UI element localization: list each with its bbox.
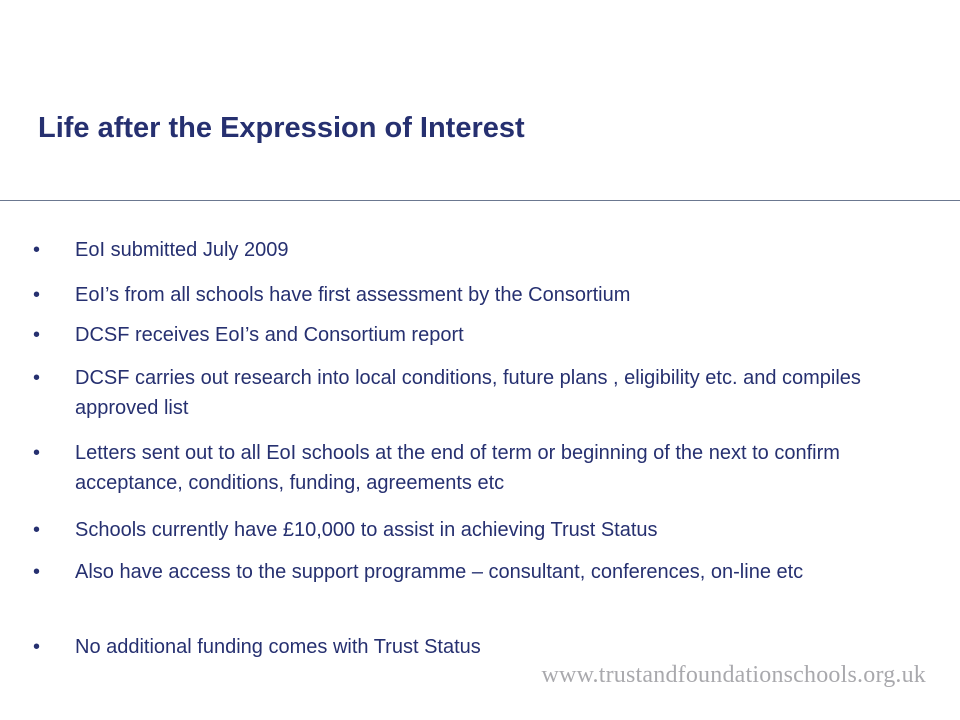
slide-title: Life after the Expression of Interest xyxy=(38,112,525,144)
bullet-marker: • xyxy=(33,561,41,583)
bullet-marker: • xyxy=(33,636,41,658)
bullet-text: EoI submitted July 2009 xyxy=(75,239,289,261)
bullet-text: DCSF receives EoI’s and Consortium report xyxy=(75,324,464,346)
bullet-text: No additional funding comes with Trust Status xyxy=(75,636,481,658)
bullet-marker: • xyxy=(33,367,41,389)
bullet-marker: • xyxy=(33,519,41,541)
bullet-text: DCSF carries out research into local conditions, future plans , eligibility etc. and compiles approved list xyxy=(75,367,861,419)
bullet-marker: • xyxy=(33,324,41,346)
footer-url: www.trustandfoundationschools.org.uk xyxy=(541,662,926,688)
bullet-text: Also have access to the support programme – consultant, conferences, on-line etc xyxy=(75,561,804,583)
title-divider xyxy=(0,200,960,201)
bullet-marker: • xyxy=(33,442,41,464)
bullet-text: EoI’s from all schools have first assessment by the Consortium xyxy=(75,284,631,306)
bullet-marker: • xyxy=(33,239,41,261)
bullet-text: Schools currently have £10,000 to assist in achieving Trust Status xyxy=(75,519,658,541)
bullet-marker: • xyxy=(33,284,41,306)
bullet-text: Letters sent out to all EoI schools at the end of term or beginning of the next to confirm acceptance, conditions, funding, agreements etc xyxy=(75,442,840,494)
